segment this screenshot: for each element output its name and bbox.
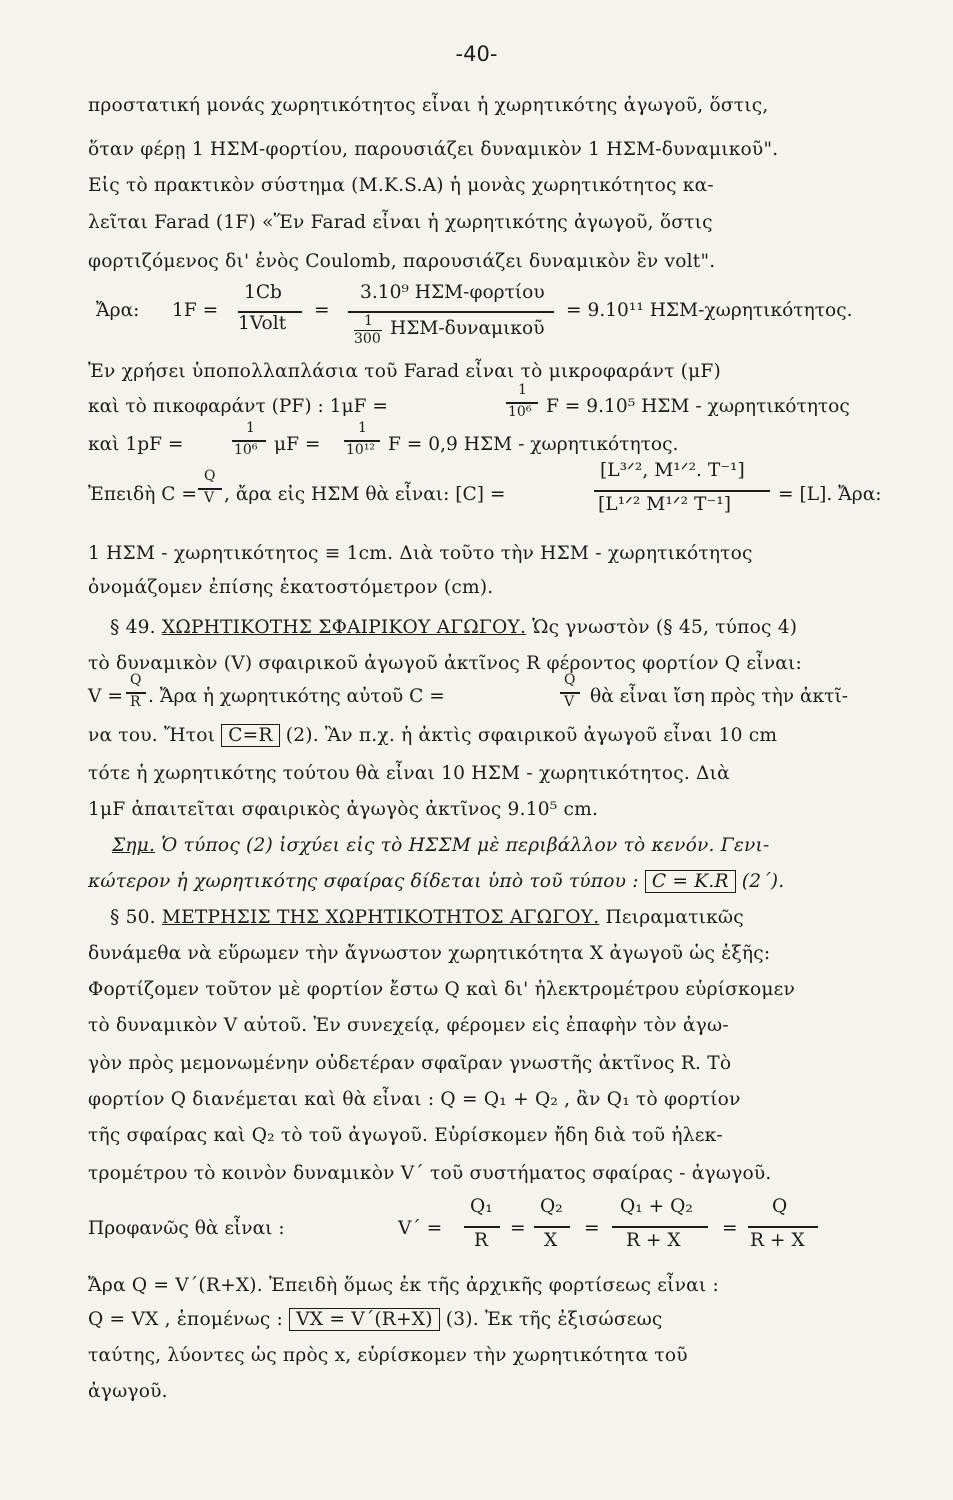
- fraction-bar: [464, 1226, 500, 1228]
- fraction-bar: [348, 311, 554, 313]
- frac-numerator: [L³ᐟ², M¹ᐟ². T⁻¹]: [600, 460, 745, 481]
- fraction-bar: [748, 1226, 818, 1228]
- section-heading-rest: Πειραματικῶς: [605, 907, 744, 928]
- text-rest: (2). Ἂν π.χ. ἡ ἀκτὶς σφαιρικοῦ ἀγωγοῦ εἶναι 10 cm: [285, 725, 778, 746]
- formula-mid: μF =: [274, 434, 321, 455]
- frac-denominator: R: [474, 1230, 488, 1251]
- text-lead: να του. Ἤτοι: [88, 725, 216, 746]
- frac-numerator: Q: [204, 468, 216, 484]
- section-number: § 49.: [110, 617, 156, 638]
- text-line: ὀνομάζομεν ἐπίσης ἑκατοστόμετρον (cm).: [88, 577, 494, 598]
- text-line: Ἄρα Q = V΄(R+X). Ἐπειδὴ ὅμως ἐκ τῆς ἀρχικῆς φορτίσεως εἶναι :: [88, 1275, 719, 1296]
- note-text: Ὁ τύπος (2) ἰσχύει εἰς τὸ ΗΣΣΜ μὲ περιβάλλον τὸ κενόν. Γενι-: [161, 835, 770, 856]
- frac-denominator: R + X: [750, 1230, 805, 1251]
- text-line: τρομέτρου τὸ κοινὸν δυναμικὸν V΄ τοῦ συστήματος σφαίρας - ἀγωγοῦ.: [88, 1163, 772, 1184]
- frac-denominator: 10¹²: [346, 442, 376, 458]
- equals-sign: =: [722, 1218, 738, 1239]
- frac-numerator: 3.10⁹ ΗΣΜ-φορτίου: [360, 282, 545, 303]
- equals-sign: =: [314, 300, 330, 321]
- frac-denominator: [L¹ᐟ² M¹ᐟ² T⁻¹]: [598, 494, 731, 515]
- text-line: δυνάμεθα νὰ εὕρωμεν τὴν ἄγνωστον χωρητικότητα Χ ἀγωγοῦ ὡς ἑξῆς:: [88, 943, 771, 964]
- text-lead: Q = VX , ἑπομένως :: [88, 1309, 284, 1330]
- section-heading-rest: Ὡς γνωστὸν (§ 45, τύπος 4): [532, 617, 798, 638]
- text-line: φορτιζόμενος δι' ἑνὸς Coulomb, παρουσιάζει δυναμικὸν ἓν volt".: [88, 251, 716, 272]
- note-text: κώτερον ἡ χωρητικότης σφαίρας δίδεται ὑπὸ τοῦ τύπου :: [88, 871, 639, 892]
- small-denominator: 300: [354, 331, 381, 347]
- equals-sign: =: [584, 1218, 600, 1239]
- frac-numerator: 1: [358, 420, 367, 436]
- section-50-heading: [110, 904, 744, 932]
- text-line: ἀγωγοῦ.: [88, 1381, 168, 1402]
- page-number: -40-: [455, 42, 498, 66]
- text-line: τῆς σφαίρας καὶ Q₂ τὸ τοῦ ἀγωγοῦ. Εὑρίσκομεν ἤδη διὰ τοῦ ἠλεκ-: [88, 1125, 723, 1146]
- text-line: φορτίον Q διανέμεται καὶ θὰ εἶναι : Q = Q₁ + Q₂ , ἂν Q₁ τὸ φορτίον: [88, 1089, 741, 1110]
- note-line: [112, 832, 769, 860]
- formula-rest: = [L]. Ἄρα:: [778, 484, 882, 505]
- boxed-formula: C = K.R: [645, 870, 736, 893]
- frac-numerator: Q: [130, 672, 142, 688]
- formula-result: = 9.10¹¹ ΗΣΜ-χωρητικότητος.: [566, 300, 853, 321]
- text-line: τὸ δυναμικὸν (V) σφαιρικοῦ ἀγωγοῦ ἀκτῖνος R φέροντος φορτίον Q εἶναι:: [88, 653, 802, 674]
- section-title: ΧΩΡΗΤΙΚΟΤΗΣ ΣΦΑΙΡΙΚΟΥ ΑΓΩΓΟΥ.: [161, 617, 527, 638]
- text-line: ὅταν φέρῃ 1 ΗΣΜ-φορτίου, παρουσιάζει δυναμικὸν 1 ΗΣΜ-δυναμικοῦ".: [88, 139, 779, 160]
- frac-numerator: 1: [246, 420, 255, 436]
- formula-lead: καὶ τὸ πικοφαράντ (PF) : 1μF =: [88, 396, 388, 417]
- formula-lead: Ἐπειδὴ C =: [88, 484, 197, 505]
- section-49-heading: [110, 614, 797, 642]
- text-line: 1μF ἀπαιτεῖται σφαιρικὸς ἀγωγὸς ἀκτῖνος 9.10⁵ cm.: [88, 799, 599, 820]
- formula-mid: , ἄρα εἰς ΗΣΜ θὰ εἶναι: [C] =: [224, 484, 506, 505]
- boxed-formula: C=R: [221, 724, 279, 747]
- frac-denominator: R + X: [626, 1230, 681, 1251]
- text-line: 1 ΗΣΜ - χωρητικότητος ≡ 1cm. Διὰ τοῦτο τὴν ΗΣΜ - χωρητικότητος: [88, 543, 753, 564]
- formula-v: V΄ =: [398, 1218, 443, 1239]
- formula-mid: . Ἄρα ἡ χωρητικότης αὐτοῦ C =: [148, 686, 445, 707]
- formula-rest: F = 9.10⁵ ΗΣΜ - χωρητικότητος: [546, 396, 850, 417]
- frac-denominator: V: [564, 694, 575, 710]
- text-line: λεῖται Farad (1F) «Ἕν Farad εἶναι ἡ χωρητικότης ἀγωγοῦ, ὅστις: [88, 212, 713, 233]
- frac-denominator: V: [204, 490, 215, 506]
- formula-rest: F = 0,9 ΗΣΜ - χωρητικότητος.: [388, 434, 679, 455]
- frac-numerator: Q: [564, 672, 576, 688]
- frac-numerator: Q: [772, 1196, 788, 1217]
- frac-denominator: 10⁶: [234, 442, 258, 458]
- boxed-formula: VX = V΄(R+X): [289, 1308, 440, 1331]
- text-rest: (3). Ἐκ τῆς ἐξισώσεως: [445, 1309, 663, 1330]
- equals-sign: =: [510, 1218, 526, 1239]
- text-line: τὸ δυναμικὸν V αὐτοῦ. Ἐν συνεχείᾳ, φέρομεν εἰς ἐπαφὴν τὸν ἀγω-: [88, 1015, 729, 1036]
- note-line: [88, 868, 784, 896]
- note-tail: (2΄).: [741, 871, 785, 892]
- text-line: [88, 722, 777, 750]
- frac-numerator: Q₂: [540, 1196, 563, 1217]
- text-line: τότε ἡ χωρητικότης τούτου θὰ εἶναι 10 ΗΣΜ - χωρητικότητος. Διὰ: [88, 763, 730, 784]
- frac-denominator: R: [130, 694, 141, 710]
- section-number: § 50.: [110, 907, 156, 928]
- fraction-bar: [594, 490, 770, 492]
- text-line: ταύτης, λύοντες ὡς πρὸς x, εὑρίσκομεν τὴν χωρητικότητα τοῦ: [88, 1345, 688, 1366]
- small-numerator: 1: [364, 313, 373, 329]
- text-line: προστατική μονάς χωρητικότητος εἶναι ἡ χωρητικότης ἀγωγοῦ, ὅστις,: [88, 95, 769, 116]
- text-line: Φορτίζομεν τοῦτον μὲ φορτίον ἔστω Q καὶ δι' ἠλεκτρομέτρου εὑρίσκομεν: [88, 979, 796, 1000]
- formula-lead: καὶ 1pF =: [88, 434, 184, 455]
- formula-lhs: 1F =: [172, 300, 219, 321]
- formula-lead: Ἄρα:: [96, 300, 140, 321]
- frac-denominator: 10⁶: [508, 404, 532, 420]
- frac-denominator: ΗΣΜ-δυναμικοῦ: [390, 318, 545, 339]
- frac-denominator: X: [544, 1230, 558, 1251]
- fraction-bar: [612, 1226, 708, 1228]
- frac-numerator: Q₁ + Q₂: [620, 1196, 693, 1217]
- text-line: Εἰς τὸ πρακτικὸν σύστημα (Μ.Κ.S.A) ἡ μονὰς χωρητικότητος κα-: [88, 175, 714, 196]
- section-title: ΜΕΤΡΗΣΙΣ ΤΗΣ ΧΩΡΗΤΙΚΟΤΗΤΟΣ ΑΓΩΓΟΥ.: [161, 907, 600, 928]
- text-line: γὸν πρὸς μεμονωμένην οὐδετέραν σφαῖραν γνωστῆς ἀκτῖνος R. Τὸ: [88, 1053, 732, 1074]
- text-line: [88, 1306, 663, 1334]
- frac-denominator: 1Volt: [238, 313, 287, 334]
- frac-numerator: 1Cb: [244, 282, 282, 303]
- fraction-bar: [534, 1226, 570, 1228]
- formula-lead: Προφανῶς θὰ εἶναι :: [88, 1218, 285, 1239]
- text-line: Ἐν χρήσει ὑποπολλαπλάσια τοῦ Farad εἶναι τὸ μικροφαράντ (μF): [88, 361, 721, 382]
- note-label: Σημ.: [112, 835, 156, 856]
- formula-rest: θὰ εἶναι ἴση πρὸς τὴν ἀκτῖ-: [590, 686, 849, 707]
- formula-lead: V =: [88, 686, 123, 707]
- frac-numerator: 1: [518, 382, 527, 398]
- frac-numerator: Q₁: [470, 1196, 493, 1217]
